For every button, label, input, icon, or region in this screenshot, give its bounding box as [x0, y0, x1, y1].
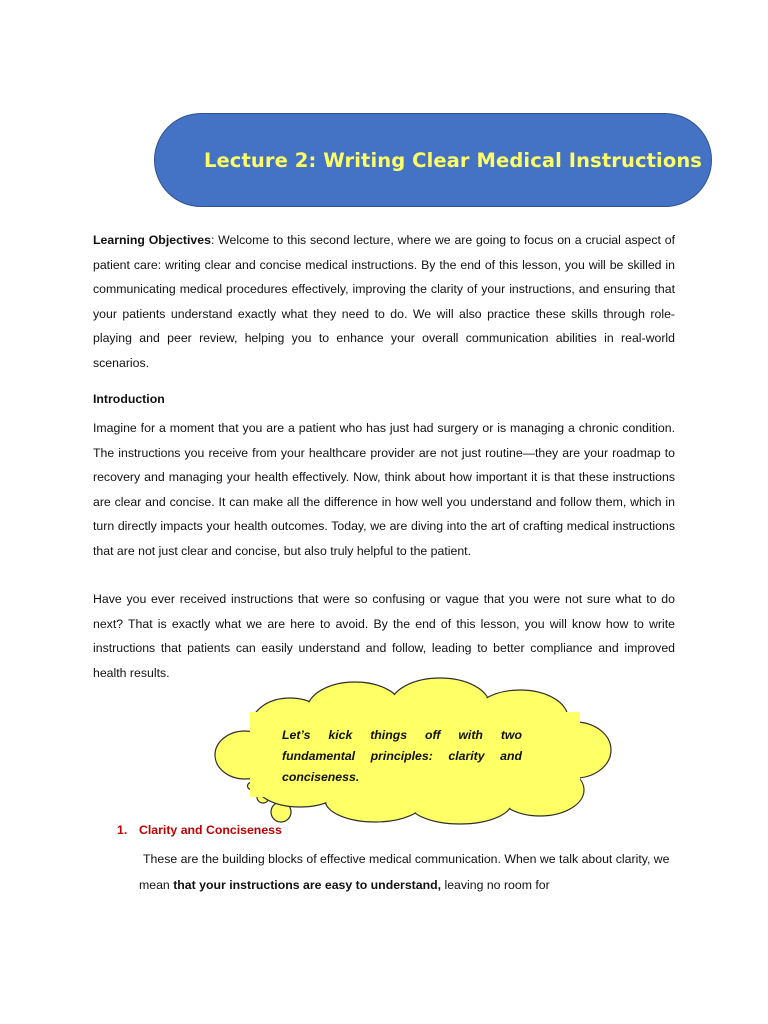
introduction-paragraph-1: Imagine for a moment that you are a patient who has just had surgery or is managing a chronic condition. The instructions you receive from your healthcare provider are not just routine—they are your roadmap to recovery and managing your health effectively. Now, think about how important it is that these instructions are clear and concise. It can make all the difference in how well you understand and follow them, which in turn directly impacts your health outcomes. Today, we are diving into the art of crafting medical instructions that are not just clear and concise, but also truly helpful to the patient.: [93, 421, 675, 558]
lecture-title: Lecture 2: Writing Clear Medical Instructions: [203, 148, 703, 172]
section-paragraph: [139, 846, 679, 898]
section-text-after: leaving no room for: [441, 878, 550, 892]
section-title: Clarity and Conciseness: [139, 823, 282, 837]
section-number: 1.: [117, 823, 128, 837]
section-text-before: These are the building blocks of effective medical communication. When we talk about clarity, we mean: [139, 852, 670, 892]
introduction-heading: Introduction: [93, 392, 165, 406]
callout-text: Let’s kick things off with two fundamental principles: clarity and conciseness.: [282, 728, 522, 784]
section-text-bold: that your instructions are easy to understand,: [173, 878, 442, 892]
learning-objectives-label: Learning Objectives: [93, 233, 211, 247]
learning-objectives-text: : Welcome to this second lecture, where we are going to focus on a crucial aspect of patient care: writing clear and concise medical instructions. By the end of this lesson, you will be skilled in communicating medical procedures effectively, improving the clarity of your instructions, and ensuring that your patients understand exactly what they need to do. We will also practice these skills through role-playing and peer review, helping you to enhance your overall communication abilities in real-world scenarios.: [93, 233, 675, 370]
introduction-paragraph-2: Have you ever received instructions that were so confusing or vague that you were not sure what to do next? That is exactly what we are here to avoid. By the end of this lesson, you will know how to write instructions that patients can easily understand and follow, leading to better compliance and improved health results.: [93, 592, 675, 680]
